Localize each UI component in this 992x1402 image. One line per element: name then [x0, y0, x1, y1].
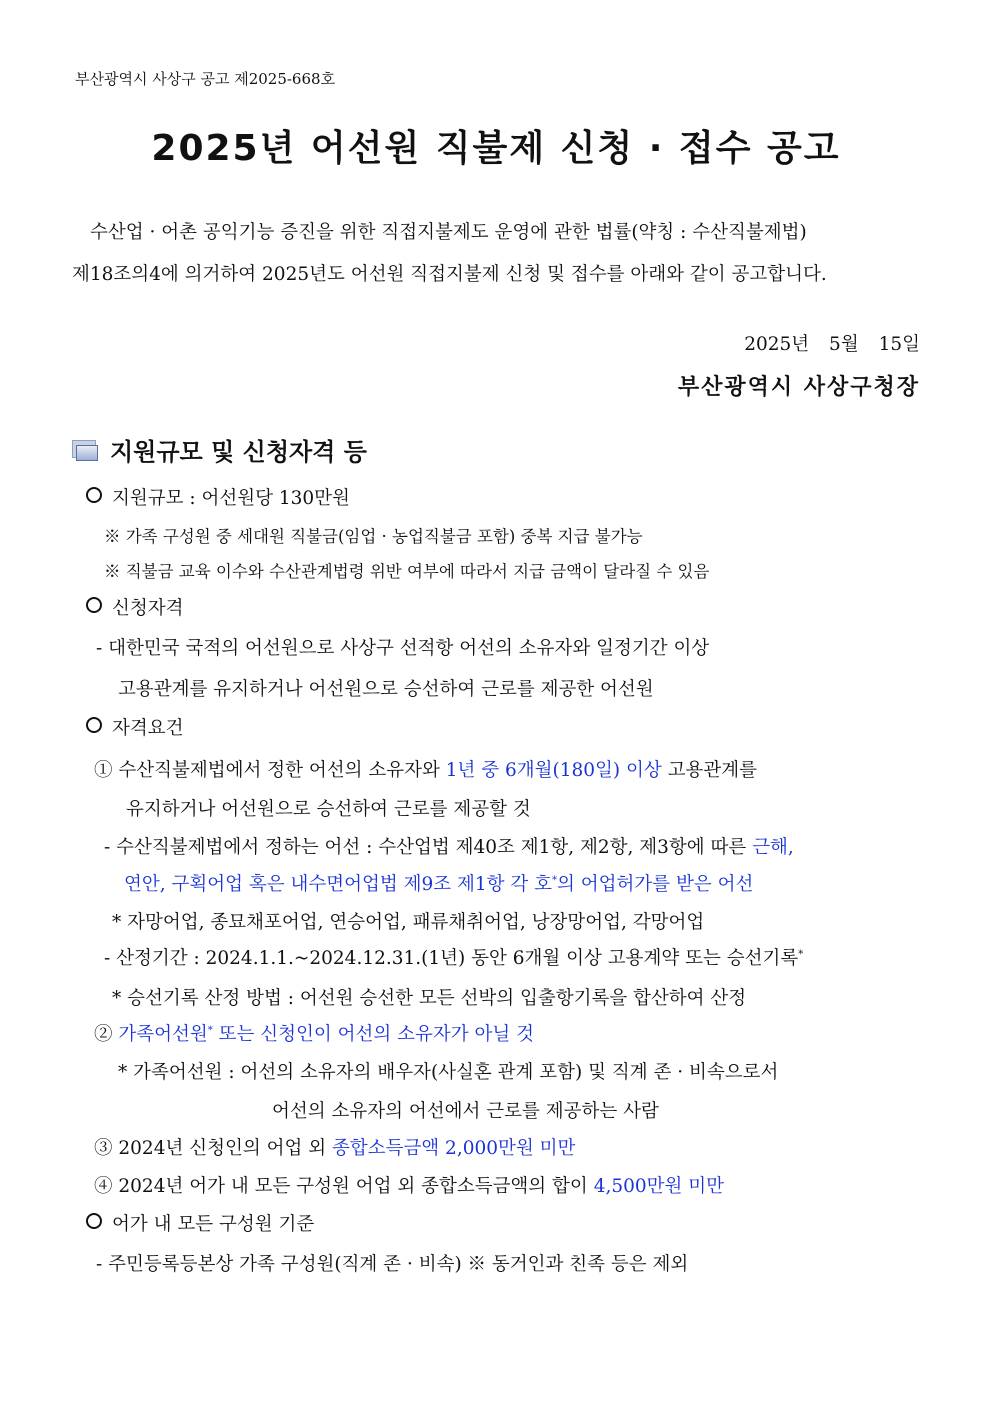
section-bullet-icon [72, 440, 96, 460]
highlight-period: 1년 중 6개월(180일) 이상 [445, 760, 662, 781]
vessel-note: * 자망어업, 종묘채포어업, 연승어업, 패류채취어업, 낭장망어업, 각망어업 [112, 912, 705, 933]
notice-date: 2025년 5월 15일 [744, 334, 920, 355]
hollow-circle-bullet-icon [86, 597, 102, 613]
requirements-label: 자격요건 [112, 718, 184, 739]
hollow-circle-bullet-icon [86, 1213, 102, 1229]
requirements [86, 714, 183, 740]
section-heading [72, 432, 367, 467]
requirement-item-1: ① 수산직불제법에서 정한 어선의 소유자와 1년 중 6개월(180일) 이상 고용관계를 [94, 760, 757, 781]
household [86, 1210, 314, 1236]
intro-line-1: 수산업 · 어촌 공익기능 증진을 위한 직접지불제도 운영에 관한 법률(약칭 : 수산직불제법) [90, 222, 807, 243]
requirement-item-2: ② 가족어선원* 또는 신청인이 어선의 소유자가 아닐 것 [94, 1024, 534, 1045]
notice-number: 부산광역시 사상구 공고 제2025-668호 [75, 70, 336, 88]
requirement-item-1-line-2: 유지하거나 어선원으로 승선하여 근로를 제공할 것 [126, 799, 531, 820]
vessel-definition: - 수산직불제법에서 정하는 어선 : 수산업법 제40조 제1항, 제2항, 제3항에 따른 근해, [104, 837, 794, 858]
family-note-2: 어선의 소유자의 어선에서 근로를 제공하는 사람 [272, 1101, 659, 1122]
hollow-circle-bullet-icon [86, 487, 102, 503]
support-scale [86, 484, 350, 510]
period: - 산정기간 : 2024.1.1.~2024.12.31.(1년) 동안 6개월 이상 고용계약 또는 승선기록* [104, 948, 804, 969]
eligibility-line-2: 고용관계를 유지하거나 어선원으로 승선하여 근로를 제공한 어선원 [118, 679, 654, 700]
vessel-definition-line-2: 연안, 구획어업 혹은 내수면어업법 제9조 제1항 각 호*의 어업허가를 받은 어선 [124, 874, 754, 895]
eligibility-line-1: - 대한민국 국적의 어선원으로 사상구 선적항 어선의 소유자와 일정기간 이상 [96, 638, 710, 659]
requirement-item-4: ④ 2024년 어가 내 모든 구성원 어업 외 종합소득금액의 합이 4,500만원 미만 [94, 1176, 725, 1197]
household-label: 어가 내 모든 구성원 기준 [112, 1214, 315, 1235]
family-note-1: * 가족어선원 : 어선의 소유자의 배우자(사실혼 관계 포함) 및 직계 존 · 비속으로서 [118, 1062, 779, 1083]
hollow-circle-bullet-icon [86, 717, 102, 733]
page-title: 2025년 어선원 직불제 신청 · 접수 공고 [151, 128, 841, 169]
section-title: 지원규모 및 신청자격 등 [110, 438, 367, 466]
issuer: 부산광역시 사상구청장 [677, 374, 920, 400]
household-line-1: - 주민등록등본상 가족 구성원(직계 존 · 비속) ※ 동거인과 친족 등은 제외 [96, 1254, 689, 1275]
eligibility-label: 신청자격 [112, 598, 184, 619]
support-note-1: ※ 가족 구성원 중 세대원 직불금(임업 · 농업직불금 포함) 중복 지급 불가능 [104, 527, 643, 546]
eligibility [86, 594, 183, 620]
intro-line-2: 제18조의4에 의거하여 2025년도 어선원 직접지불제 신청 및 접수를 아래와 같이 공고합니다. [72, 264, 827, 285]
requirement-item-3: ③ 2024년 신청인의 어업 외 종합소득금액 2,000만원 미만 [94, 1138, 576, 1159]
support-note-2: ※ 직불금 교육 이수와 수산관계법령 위반 여부에 따라서 지급 금액이 달라질 수 있음 [104, 562, 710, 581]
period-note: * 승선기록 산정 방법 : 어선원 승선한 모든 선박의 입출항기록을 합산하여 산정 [112, 988, 747, 1009]
support-scale-label: 지원규모 : 어선원당 130만원 [112, 488, 350, 509]
